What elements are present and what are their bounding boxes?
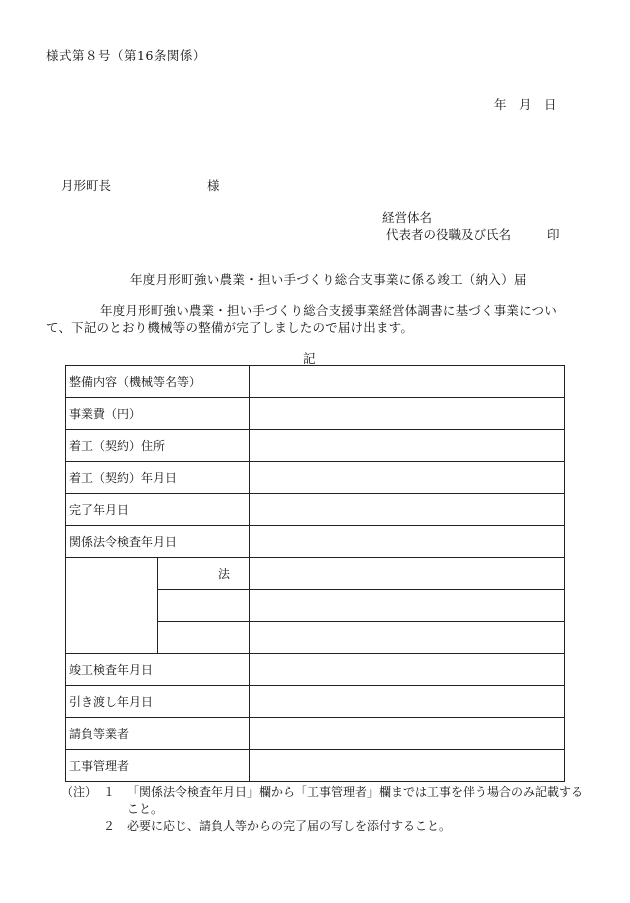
row-label-cost: 事業費（円） bbox=[66, 398, 250, 430]
table-row bbox=[66, 526, 565, 558]
addressee-honorific: 様 bbox=[207, 178, 220, 193]
row-label-law-inspection: 関係法令検査年月日 bbox=[66, 526, 250, 558]
note-text: 「関係法令検査年月日」欄から「工事管理者」欄までは工事を伴う場合のみ記載すること。 bbox=[127, 785, 584, 816]
note-number: １ bbox=[103, 785, 116, 799]
table-row bbox=[66, 430, 565, 462]
row-label-completion-date: 完了年月日 bbox=[66, 494, 250, 526]
row-value-completion-inspection[interactable] bbox=[250, 654, 565, 686]
sub-row-label-law bbox=[158, 558, 250, 590]
sub-row-value-blank[interactable] bbox=[250, 622, 565, 654]
addressee bbox=[61, 176, 220, 194]
note-item bbox=[61, 784, 591, 818]
row-label-completion-inspection: 竣工検査年月日 bbox=[66, 654, 250, 686]
sub-row-value-law[interactable] bbox=[250, 558, 565, 590]
body-text: 年度月形町強い農業・担い手づくり総合支援事業経営体調書に基づく事業について、下記のとおり機械等の整備が完了しましたので届け出ます。 bbox=[46, 303, 557, 335]
row-value-equipment[interactable] bbox=[250, 366, 565, 398]
form-number: 様式第８号（第16条関係） bbox=[46, 48, 206, 63]
notes bbox=[61, 784, 591, 835]
body-paragraph bbox=[46, 302, 582, 336]
row-value-cost[interactable] bbox=[250, 398, 565, 430]
sub-row-law-text: 法 bbox=[218, 567, 231, 581]
note-text: 必要に応じ、請負人等からの完了届の写しを添付すること。 bbox=[127, 819, 452, 833]
row-value-law-inspection[interactable] bbox=[250, 526, 565, 558]
row-value-start-date[interactable] bbox=[250, 462, 565, 494]
row-value-construction-manager[interactable] bbox=[250, 750, 565, 782]
row-value-contractor[interactable] bbox=[250, 718, 565, 750]
row-label-start-date: 着工（契約）年月日 bbox=[66, 462, 250, 494]
detail-table bbox=[65, 365, 565, 782]
sub-row-label-blank[interactable] bbox=[158, 590, 250, 622]
sub-row-label-blank[interactable] bbox=[158, 622, 250, 654]
row-label-construction-manager: 工事管理者 bbox=[66, 750, 250, 782]
row-label-address: 着工（契約）住所 bbox=[66, 430, 250, 462]
row-label-equipment: 整備内容（機械等名等） bbox=[66, 366, 250, 398]
table-row bbox=[66, 494, 565, 526]
date-line: 年 月 日 bbox=[494, 97, 557, 112]
row-label-handover-date: 引き渡し年月日 bbox=[66, 686, 250, 718]
table-row bbox=[66, 398, 565, 430]
representative-label: 代表者の役職及び氏名 bbox=[386, 227, 512, 242]
document-title: 年度月形町強い農業・担い手づくり総合支事業に係る竣工（納入）届 bbox=[130, 272, 527, 287]
table-row bbox=[66, 558, 565, 590]
note-item bbox=[61, 818, 591, 835]
sub-row-indent bbox=[66, 558, 158, 654]
row-value-address[interactable] bbox=[250, 430, 565, 462]
addressee-name: 月形町長 bbox=[61, 178, 112, 193]
row-value-handover-date[interactable] bbox=[250, 686, 565, 718]
table-row bbox=[66, 718, 565, 750]
representative-line bbox=[386, 225, 560, 243]
sub-row-value-blank[interactable] bbox=[250, 590, 565, 622]
notes-head-spacer bbox=[61, 818, 103, 835]
table-row bbox=[66, 462, 565, 494]
notes-head: （注） bbox=[61, 785, 98, 799]
seal-mark: 印 bbox=[547, 227, 560, 242]
table-row bbox=[66, 654, 565, 686]
ki-heading: 記 bbox=[303, 351, 316, 366]
note-number: ２ bbox=[103, 819, 116, 833]
table-row bbox=[66, 750, 565, 782]
table-row bbox=[66, 686, 565, 718]
table-row bbox=[66, 366, 565, 398]
operator-name-label: 経営体名 bbox=[382, 210, 433, 225]
row-label-contractor: 請負等業者 bbox=[66, 718, 250, 750]
row-value-completion-date[interactable] bbox=[250, 494, 565, 526]
